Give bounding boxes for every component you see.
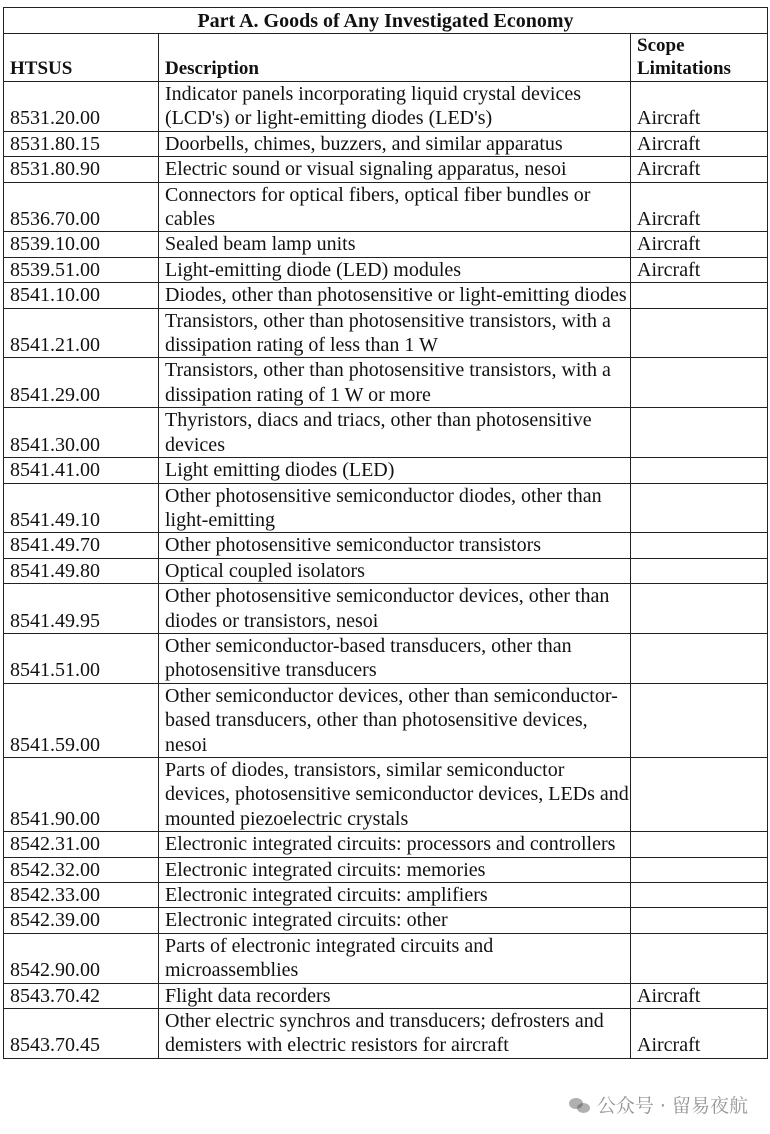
htsus-code-cell: 8541.59.00 — [4, 683, 159, 757]
scope-limitation-cell — [631, 757, 768, 831]
description-cell: Optical coupled isolators — [159, 558, 631, 583]
htsus-code-cell: 8543.70.45 — [4, 1009, 159, 1059]
table-row — [4, 983, 768, 1008]
table-row — [4, 308, 768, 358]
description-cell: Other semiconductor devices, other than semiconductor-based transducers, other than photosensitive devices, nesoi — [159, 683, 631, 757]
scope-limitation-cell: Aircraft — [631, 82, 768, 132]
htsus-code-cell: 8542.31.00 — [4, 832, 159, 857]
table-row — [4, 883, 768, 908]
htsus-code-cell: 8542.32.00 — [4, 857, 159, 882]
table-row — [4, 82, 768, 132]
htsus-code-cell: 8541.29.00 — [4, 358, 159, 408]
table-row — [4, 933, 768, 983]
description-cell: Diodes, other than photosensitive or light-emitting diodes — [159, 283, 631, 308]
htsus-code-cell: 8541.41.00 — [4, 458, 159, 483]
description-cell: Electric sound or visual signaling apparatus, nesoi — [159, 157, 631, 182]
htsus-code-cell: 8536.70.00 — [4, 182, 159, 232]
description-cell: Indicator panels incorporating liquid crystal devices (LCD's) or light-emitting diodes (LED's) — [159, 82, 631, 132]
scope-limitation-cell — [631, 458, 768, 483]
table-row — [4, 908, 768, 933]
htsus-code-cell: 8539.10.00 — [4, 232, 159, 257]
scope-limitation-cell: Aircraft — [631, 182, 768, 232]
scope-limitation-cell — [631, 633, 768, 683]
htsus-code-cell: 8541.51.00 — [4, 633, 159, 683]
scope-limitation-cell — [631, 883, 768, 908]
scope-limitation-cell — [631, 683, 768, 757]
table-row — [4, 182, 768, 232]
description-cell: Electronic integrated circuits: other — [159, 908, 631, 933]
header-description: Description — [159, 34, 631, 82]
table-row — [4, 757, 768, 831]
description-cell: Parts of electronic integrated circuits and microassemblies — [159, 933, 631, 983]
wechat-icon — [569, 1096, 591, 1114]
scope-limitation-cell — [631, 308, 768, 358]
table-title: Part A. Goods of Any Investigated Economy — [4, 8, 768, 34]
description-cell: Transistors, other than photosensitive transistors, with a dissipation rating of less than 1 W — [159, 308, 631, 358]
table-row — [4, 408, 768, 458]
htsus-goods-table — [3, 7, 768, 1059]
htsus-code-cell: 8542.39.00 — [4, 908, 159, 933]
htsus-code-cell: 8531.80.15 — [4, 131, 159, 156]
scope-limitation-cell: Aircraft — [631, 257, 768, 282]
htsus-code-cell: 8541.21.00 — [4, 308, 159, 358]
table-row — [4, 683, 768, 757]
table-row — [4, 358, 768, 408]
column-header-row — [4, 34, 768, 82]
description-cell: Connectors for optical fibers, optical fiber bundles or cables — [159, 182, 631, 232]
header-scope-limitations: Scope Limitations — [631, 34, 768, 82]
description-cell: Transistors, other than photosensitive transistors, with a dissipation rating of 1 W or more — [159, 358, 631, 408]
table-row — [4, 257, 768, 282]
description-cell: Other photosensitive semiconductor transistors — [159, 533, 631, 558]
table-row — [4, 131, 768, 156]
scope-limitation-cell — [631, 533, 768, 558]
htsus-code-cell: 8531.80.90 — [4, 157, 159, 182]
description-cell: Doorbells, chimes, buzzers, and similar apparatus — [159, 131, 631, 156]
watermark-text: 公众号 · 留易夜航 — [596, 1095, 748, 1117]
table-row — [4, 633, 768, 683]
description-cell: Other photosensitive semiconductor diodes, other than light-emitting — [159, 483, 631, 533]
scope-limitation-cell — [631, 933, 768, 983]
htsus-code-cell: 8543.70.42 — [4, 983, 159, 1008]
scope-limitation-cell — [631, 908, 768, 933]
header-htsus: HTSUS — [4, 34, 159, 82]
scope-limitation-cell: Aircraft — [631, 983, 768, 1008]
scope-limitation-cell: Aircraft — [631, 232, 768, 257]
htsus-code-cell: 8531.20.00 — [4, 82, 159, 132]
htsus-code-cell: 8541.49.70 — [4, 533, 159, 558]
htsus-code-cell: 8541.49.80 — [4, 558, 159, 583]
scope-limitation-cell — [631, 283, 768, 308]
description-cell: Electronic integrated circuits: memories — [159, 857, 631, 882]
scope-limitation-cell — [631, 832, 768, 857]
htsus-code-cell: 8541.30.00 — [4, 408, 159, 458]
description-cell: Other photosensitive semiconductor devices, other than diodes or transistors, nesoi — [159, 584, 631, 634]
description-cell: Light-emitting diode (LED) modules — [159, 257, 631, 282]
scope-limitation-cell — [631, 358, 768, 408]
scope-limitation-cell — [631, 857, 768, 882]
scope-limitation-cell: Aircraft — [631, 157, 768, 182]
htsus-code-cell: 8541.49.10 — [4, 483, 159, 533]
description-cell: Other electric synchros and transducers; defrosters and demisters with electric resistors for aircraft — [159, 1009, 631, 1059]
description-cell: Other semiconductor-based transducers, other than photosensitive transducers — [159, 633, 631, 683]
watermark — [569, 1091, 748, 1118]
description-cell: Flight data recorders — [159, 983, 631, 1008]
htsus-code-cell: 8539.51.00 — [4, 257, 159, 282]
description-cell: Thyristors, diacs and triacs, other than photosensitive devices — [159, 408, 631, 458]
scope-limitation-cell — [631, 584, 768, 634]
description-cell: Sealed beam lamp units — [159, 232, 631, 257]
description-cell: Light emitting diodes (LED) — [159, 458, 631, 483]
description-cell: Electronic integrated circuits: amplifiers — [159, 883, 631, 908]
table-body — [4, 82, 768, 1059]
scope-limitation-cell — [631, 558, 768, 583]
scope-limitation-cell: Aircraft — [631, 1009, 768, 1059]
table-row — [4, 483, 768, 533]
description-cell: Electronic integrated circuits: processors and controllers — [159, 832, 631, 857]
table-row — [4, 533, 768, 558]
description-cell: Parts of diodes, transistors, similar semiconductor devices, photosensitive semiconductor devices, LEDs and mounted piezoelectric crystals — [159, 757, 631, 831]
scope-limitation-cell: Aircraft — [631, 131, 768, 156]
table-row — [4, 157, 768, 182]
table-row — [4, 283, 768, 308]
table-row — [4, 1009, 768, 1059]
table-title-row — [4, 8, 768, 34]
htsus-code-cell: 8542.33.00 — [4, 883, 159, 908]
table-row — [4, 584, 768, 634]
htsus-code-cell: 8541.49.95 — [4, 584, 159, 634]
scope-limitation-cell — [631, 408, 768, 458]
htsus-code-cell: 8542.90.00 — [4, 933, 159, 983]
table-row — [4, 832, 768, 857]
scope-limitation-cell — [631, 483, 768, 533]
table-row — [4, 232, 768, 257]
htsus-code-cell: 8541.90.00 — [4, 757, 159, 831]
table-row — [4, 857, 768, 882]
table-row — [4, 558, 768, 583]
table-row — [4, 458, 768, 483]
htsus-code-cell: 8541.10.00 — [4, 283, 159, 308]
